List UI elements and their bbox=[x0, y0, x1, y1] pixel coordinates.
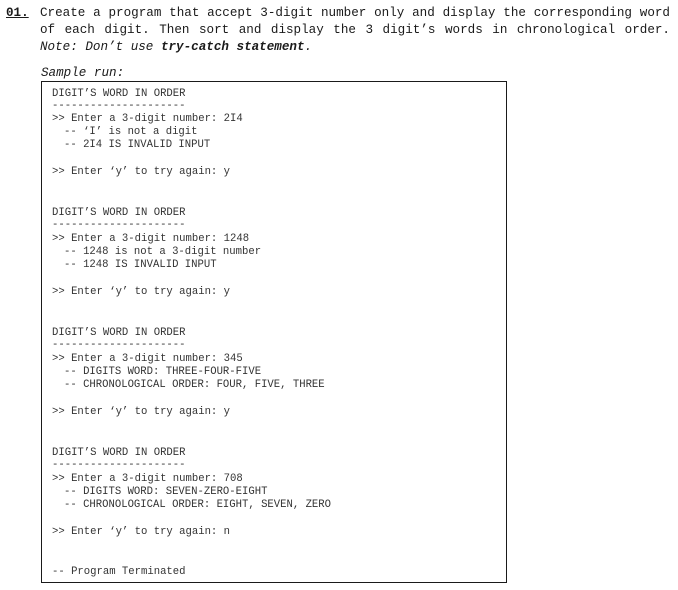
note-end: . bbox=[304, 40, 313, 54]
console-line: DIGIT’S WORD IN ORDER bbox=[52, 88, 186, 100]
console-line: --------------------- bbox=[52, 459, 186, 471]
problem-description: Create a program that accept 3-digit number only and display the corresponding word of each digit. Then sort and display the 3 digit’s words in chronological order. bbox=[40, 6, 670, 37]
console-line: -- CHRONOLOGICAL ORDER: EIGHT, SEVEN, ZERO bbox=[64, 499, 332, 511]
console-line: -- DIGITS WORD: SEVEN-ZERO-EIGHT bbox=[64, 486, 268, 498]
console-line: >> Enter a 3-digit number: 708 bbox=[52, 473, 243, 485]
console-line: --------------------- bbox=[52, 219, 186, 231]
console-line: -- Program Terminated bbox=[52, 566, 186, 578]
console-line: -- 1248 is not a 3-digit number bbox=[64, 246, 262, 258]
problem-statement bbox=[6, 5, 670, 56]
console-line: DIGIT’S WORD IN ORDER bbox=[52, 447, 186, 459]
console-line: -- 1248 IS INVALID INPUT bbox=[64, 259, 217, 271]
sample-run-label: Sample run: bbox=[41, 66, 125, 80]
console-line: --------------------- bbox=[52, 100, 186, 112]
note-emphasis: try-catch statement bbox=[160, 40, 305, 54]
console-line: -- 2I4 IS INVALID INPUT bbox=[64, 139, 211, 151]
console-line: >> Enter ‘y’ to try again: n bbox=[52, 526, 231, 538]
console-line: -- DIGITS WORD: THREE-FOUR-FIVE bbox=[64, 366, 262, 378]
console-line: >> Enter a 3-digit number: 345 bbox=[52, 353, 243, 365]
sample-run-console bbox=[41, 81, 507, 583]
console-line: >> Enter ‘y’ to try again: y bbox=[52, 166, 231, 178]
console-line: -- ‘I’ is not a digit bbox=[64, 126, 198, 138]
console-line: >> Enter ‘y’ to try again: y bbox=[52, 286, 231, 298]
console-line: >> Enter ‘y’ to try again: y bbox=[52, 406, 231, 418]
console-line: --------------------- bbox=[52, 339, 186, 351]
problem-number: 01. bbox=[6, 6, 29, 20]
console-line: DIGIT’S WORD IN ORDER bbox=[52, 207, 186, 219]
console-line: -- CHRONOLOGICAL ORDER: FOUR, FIVE, THREE bbox=[64, 379, 325, 391]
console-line: DIGIT’S WORD IN ORDER bbox=[52, 327, 186, 339]
console-line: >> Enter a 3-digit number: 2I4 bbox=[52, 113, 243, 125]
problem-text bbox=[40, 5, 670, 56]
console-line: >> Enter a 3-digit number: 1248 bbox=[52, 233, 250, 245]
note-label: Note: Don’t use bbox=[40, 40, 154, 54]
